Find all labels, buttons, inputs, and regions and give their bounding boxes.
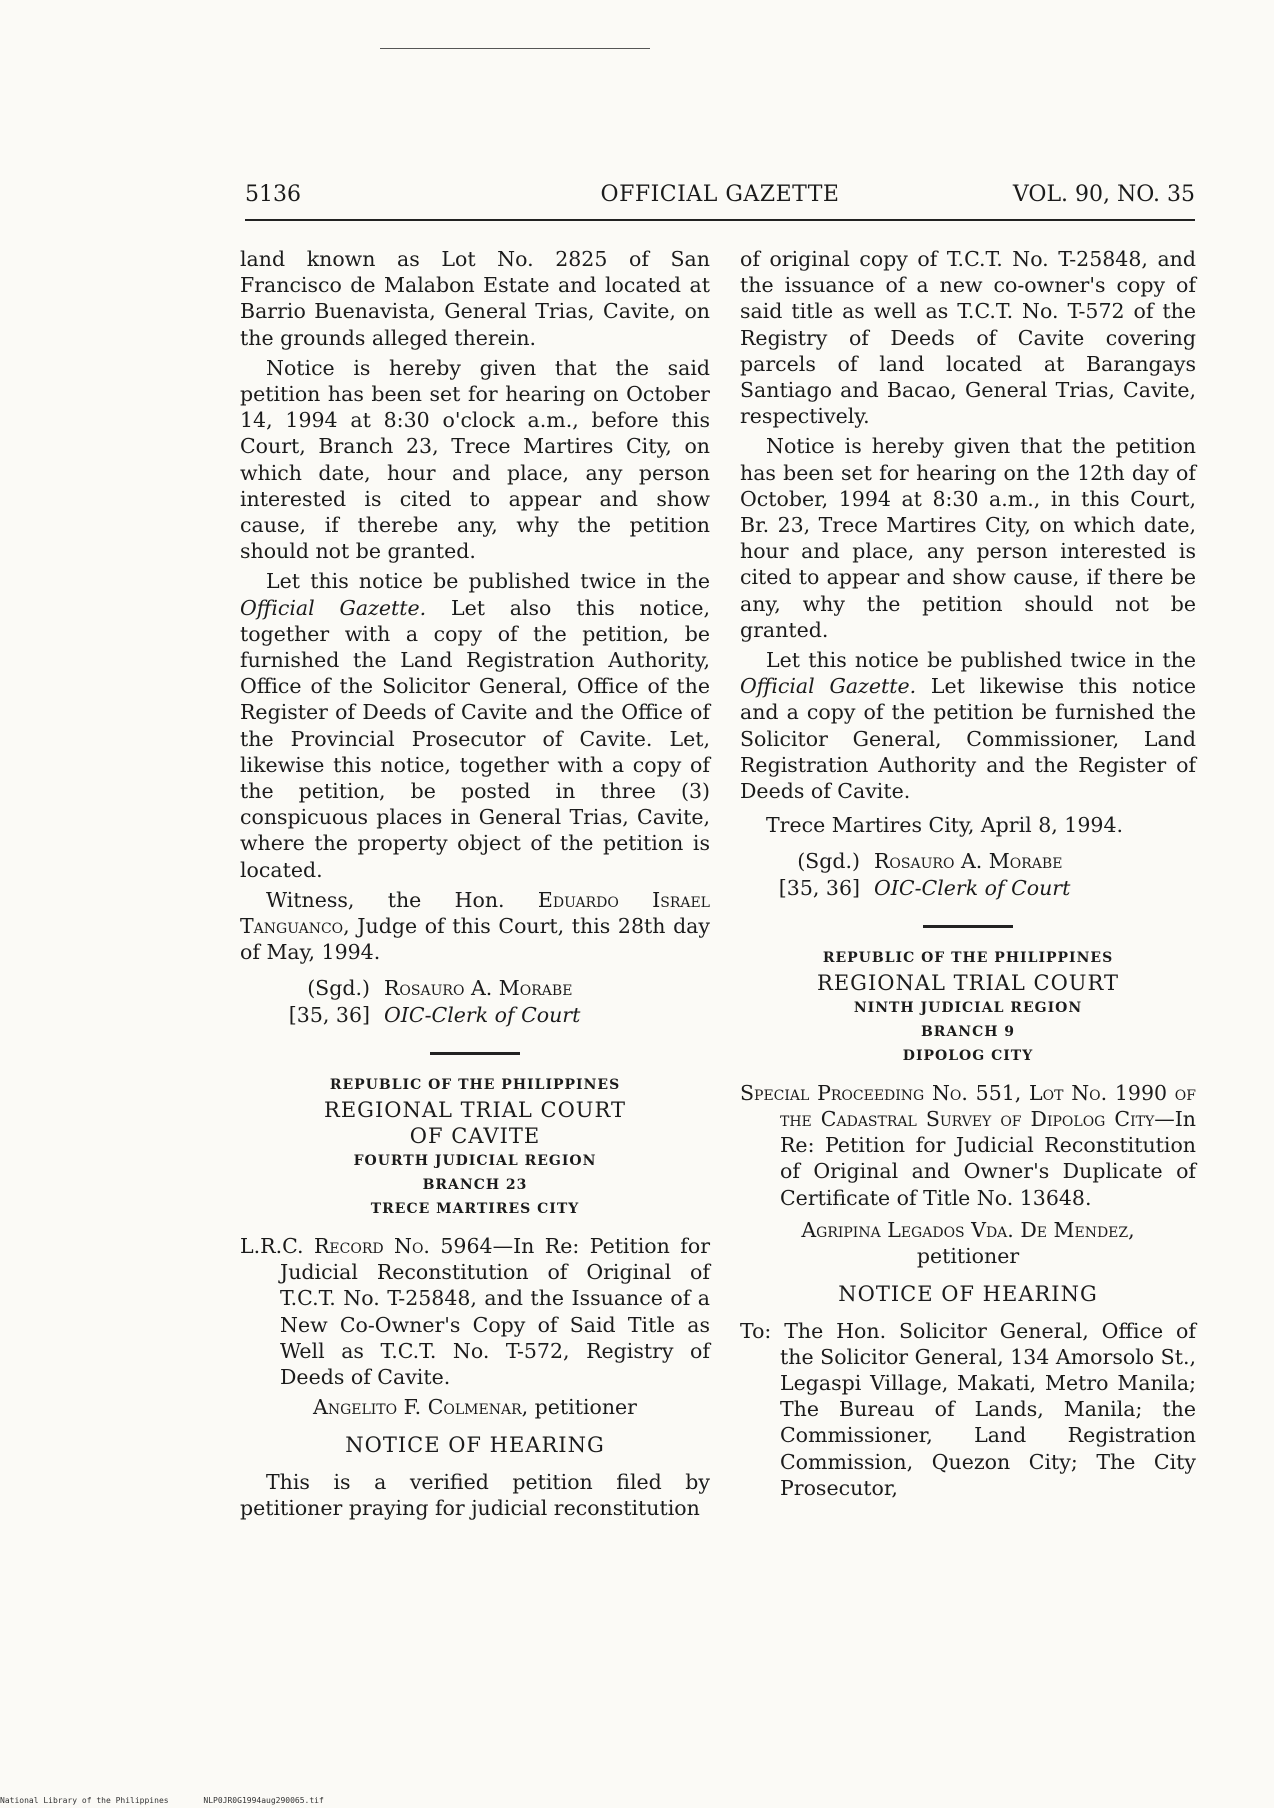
right-petitioner: Agripina Legados Vda. De Mendez, petitioner [801,1217,1135,1269]
volume-number: VOL. 90, NO. 35 [1012,182,1195,207]
left-sig-ref: [35, 36] [288,1002,370,1027]
left-petitioner: Angelito F. Colmenar, petitioner [313,1395,637,1420]
left-paragraph-witness: Witness, the Hon. Eduardo Israel Tanguanco, Judge of this Court, this 28th day of May, 1994. [240,887,710,965]
right-court-heading: REPUBLIC OF THE PHILIPPINES REGIONAL TRIAL COURT NINTH JUDICIAL REGION BRANCH 9 DIPOLOG CITY [817,949,1119,1064]
top-rule [380,48,650,49]
right-divider [923,925,1013,928]
right-signature [740,848,1196,900]
left-divider [430,1052,520,1055]
left-paragraph-2: Notice is hereby given that the said petition has been set for hearing on October 14, 1994 at 8:30 o'clock a.m., before this Court, Branch 23, Trece Martires City, on which date, hour and place, any person interested is cited to appear and show cause, if therebe any, why the petition should not be granted. [240,355,710,564]
footer-file: NLP0JR0G1994aug290065.tif [203,1796,324,1805]
header-rule [245,219,1195,221]
right-paragraph-3: Let this notice be published twice in the Official Gazette. Let likewise this notice and a copy of the petition be furnished the Solicitor General, Commissioner, Land Registration Authority and the Register of Deeds of Cavite. [740,648,1196,804]
right-to-paragraph: To: The Hon. Solicitor General, Office of the Solicitor General, 134 Amorsolo St., Legaspi Village, Makati, Metro Manila; The Bureau of Lands, Manila; the Commissioner, Land Registration Commission, Quezon City; The City Prosecutor, [740,1318,1196,1500]
left-signature [240,975,710,1027]
scan-footer [0,1796,354,1805]
page-header [245,180,1195,216]
right-case-caption: Special Proceeding No. 551, Lot No. 1990 of the Cadastral Survey of Dipolog City—In Re: Petition for Judicial Reconstitution of Original and Owner's Duplicate of Certificate of Title No. 13648. [740,1080,1196,1210]
right-notice-heading: NOTICE OF HEARING [838,1282,1098,1307]
right-sig-sgd: (Sgd.) [797,849,860,874]
right-sig-ref: [35, 36] [778,875,860,900]
left-paragraph-1: land known as Lot No. 2825 of San Francisco de Malabon Estate and located at Barrio Buenavista, General Trias, Cavite, on the grounds alleged therein. [240,247,710,350]
left-court-heading: REPUBLIC OF THE PHILIPPINES REGIONAL TRIAL COURT OF CAVITE FOURTH JUDICIAL REGION BRANCH 23 TRECE MARTIRES CITY [324,1076,626,1217]
right-sig-name: Rosauro A. Morabe [874,849,1063,874]
left-sig-title: OIC-Clerk of Court [384,1002,581,1027]
left-case-caption: L.R.C. Record No. 5964—In Re: Petition for Judicial Reconstitution of Original of T.C.T. No. T-25848, and the Issuance of a New Co-Owner's Copy of Said Title as Well as T.C.T. No. T-572, Registry of Deeds of Cavite. [240,1233,710,1389]
right-paragraph-date: Trece Martires City, April 8, 1994. [766,813,1123,838]
left-notice-heading: NOTICE OF HEARING [345,1433,605,1458]
footer-library: National Library of the Philippines [0,1796,169,1805]
left-sig-sgd: (Sgd.) [307,976,370,1001]
right-sig-title: OIC-Clerk of Court [874,875,1071,900]
right-paragraph-1: of original copy of T.C.T. No. T-25848, and the issuance of a new co-owner's copy of said title as well as T.C.T. No. T-572 of the Registry of Deeds of Cavite covering parcels of land located at Barangays Santiago and Bacao, General Trias, Cavite, respectively. [740,247,1196,429]
page-number: 5136 [245,182,301,207]
left-column [240,246,710,1521]
left-paragraph-3: Let this notice be published twice in the Official Gazette. Let also this notice, together with a copy of the petition, be furnished the Land Registration Authority, Office of the Solicitor General, Office of the Register of Deeds of Cavite and the Office of the Provincial Prosecutor of Cavite. Let, likewise this notice, together with a copy of the petition, be posted in three (3) conspicuous places in General Trias, Cavite, where the property object of the petition is located. [240,569,710,882]
left-sig-name: Rosauro A. Morabe [384,976,573,1001]
right-paragraph-2: Notice is hereby given that the petition has been set for hearing on the 12th day of October, 1994 at 8:30 a.m., in this Court, Br. 23, Trece Martires City, on which date, hour and place, any person interested is cited to appear and show cause, if there be any, why the petition should not be granted. [740,434,1196,642]
left-paragraph-5: This is a verified petition filed by petitioner praying for judicial reconstitution [240,1469,710,1520]
right-column [740,246,1196,1501]
publication-title: OFFICIAL GAZETTE [600,182,840,207]
